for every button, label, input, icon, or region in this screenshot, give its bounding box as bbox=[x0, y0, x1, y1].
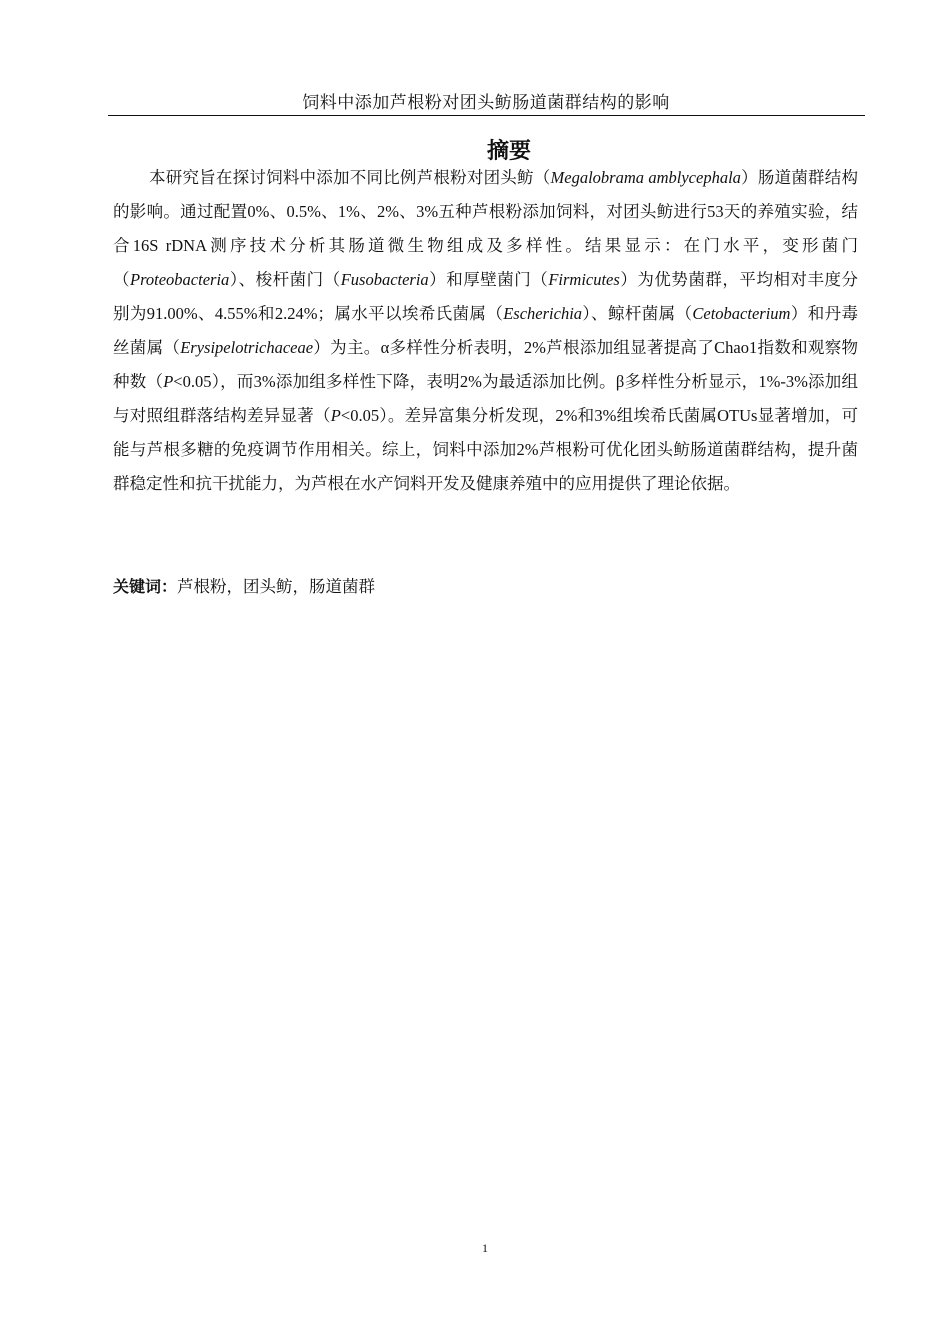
abstract-text: 本研究旨在探讨饲料中添加不同比例芦根粉对团头鲂（ bbox=[149, 168, 551, 187]
abstract-text: ）为主。α多样性分析表明，2%芦根添加组显著提高了Chao1指数和观察物种数（ bbox=[113, 338, 859, 391]
abstract-text: ）、梭杆菌门（ bbox=[229, 270, 341, 289]
abstract-text: ）和厚壁菌门（ bbox=[428, 270, 549, 289]
abstract-text: <0.05）。差异富集分析发现，2%和3%组埃希氏菌属OTUs显著增加，可能与芦根多糖的免疫调节作用相关。综上，饲料中添加2%芦根粉可优化团头鲂肠道菌群结构，提升菌群稳定性和抗干扰能力，为芦根在水产饲料开发及健康养殖中的应用提供了理论依据。 bbox=[113, 406, 858, 493]
abstract-text: ）为优势菌群，平均相对丰度分别为91.00%、4.55%和2.24%；属水平以埃希氏菌属（ bbox=[113, 270, 859, 323]
phylum-name: Firmicutes bbox=[548, 270, 620, 289]
p-value-symbol: P bbox=[163, 372, 174, 391]
keywords-value: 芦根粉，团头鲂，肠道菌群 bbox=[177, 577, 376, 596]
header-divider bbox=[108, 115, 865, 116]
keywords-label: 关键词： bbox=[113, 577, 178, 596]
abstract-text: ）和丹毒丝菌属（ bbox=[113, 304, 859, 357]
genus-name: Erysipelotrichaceae bbox=[180, 338, 314, 357]
abstract-text: ）肠道菌群结构的影响。通过配置0%、0.5%、1%、2%、3%五种芦根粉添加饲料，对团头鲂进行53天的养殖实验，结合16S rDNA测序技术分析其肠道微生物组成及多样性。结果显示：在门水平，变形菌门（ bbox=[113, 168, 859, 289]
abstract-text: ）、鲸杆菌属（ bbox=[582, 304, 693, 323]
keywords-line bbox=[113, 570, 858, 604]
page-number: 1 bbox=[482, 1241, 488, 1255]
running-header: 饲料中添加芦根粉对团头鲂肠道菌群结构的影响 bbox=[302, 93, 670, 112]
phylum-name: Fusobacteria bbox=[340, 270, 429, 289]
abstract-heading: 摘要 bbox=[486, 139, 531, 164]
phylum-name: Proteobacteria bbox=[130, 270, 230, 289]
p-value-symbol: P bbox=[330, 406, 341, 425]
genus-name: Cetobacterium bbox=[692, 304, 791, 323]
genus-name: Escherichia bbox=[503, 304, 583, 323]
species-name: Megalobrama amblycephala bbox=[550, 168, 741, 187]
abstract-paragraph bbox=[113, 161, 858, 501]
abstract-text: <0.05），而3%添加组多样性下降，表明2%为最适添加比例。β多样性分析显示，1%-3%添加组与对照组群落结构差异显著（ bbox=[113, 372, 858, 425]
